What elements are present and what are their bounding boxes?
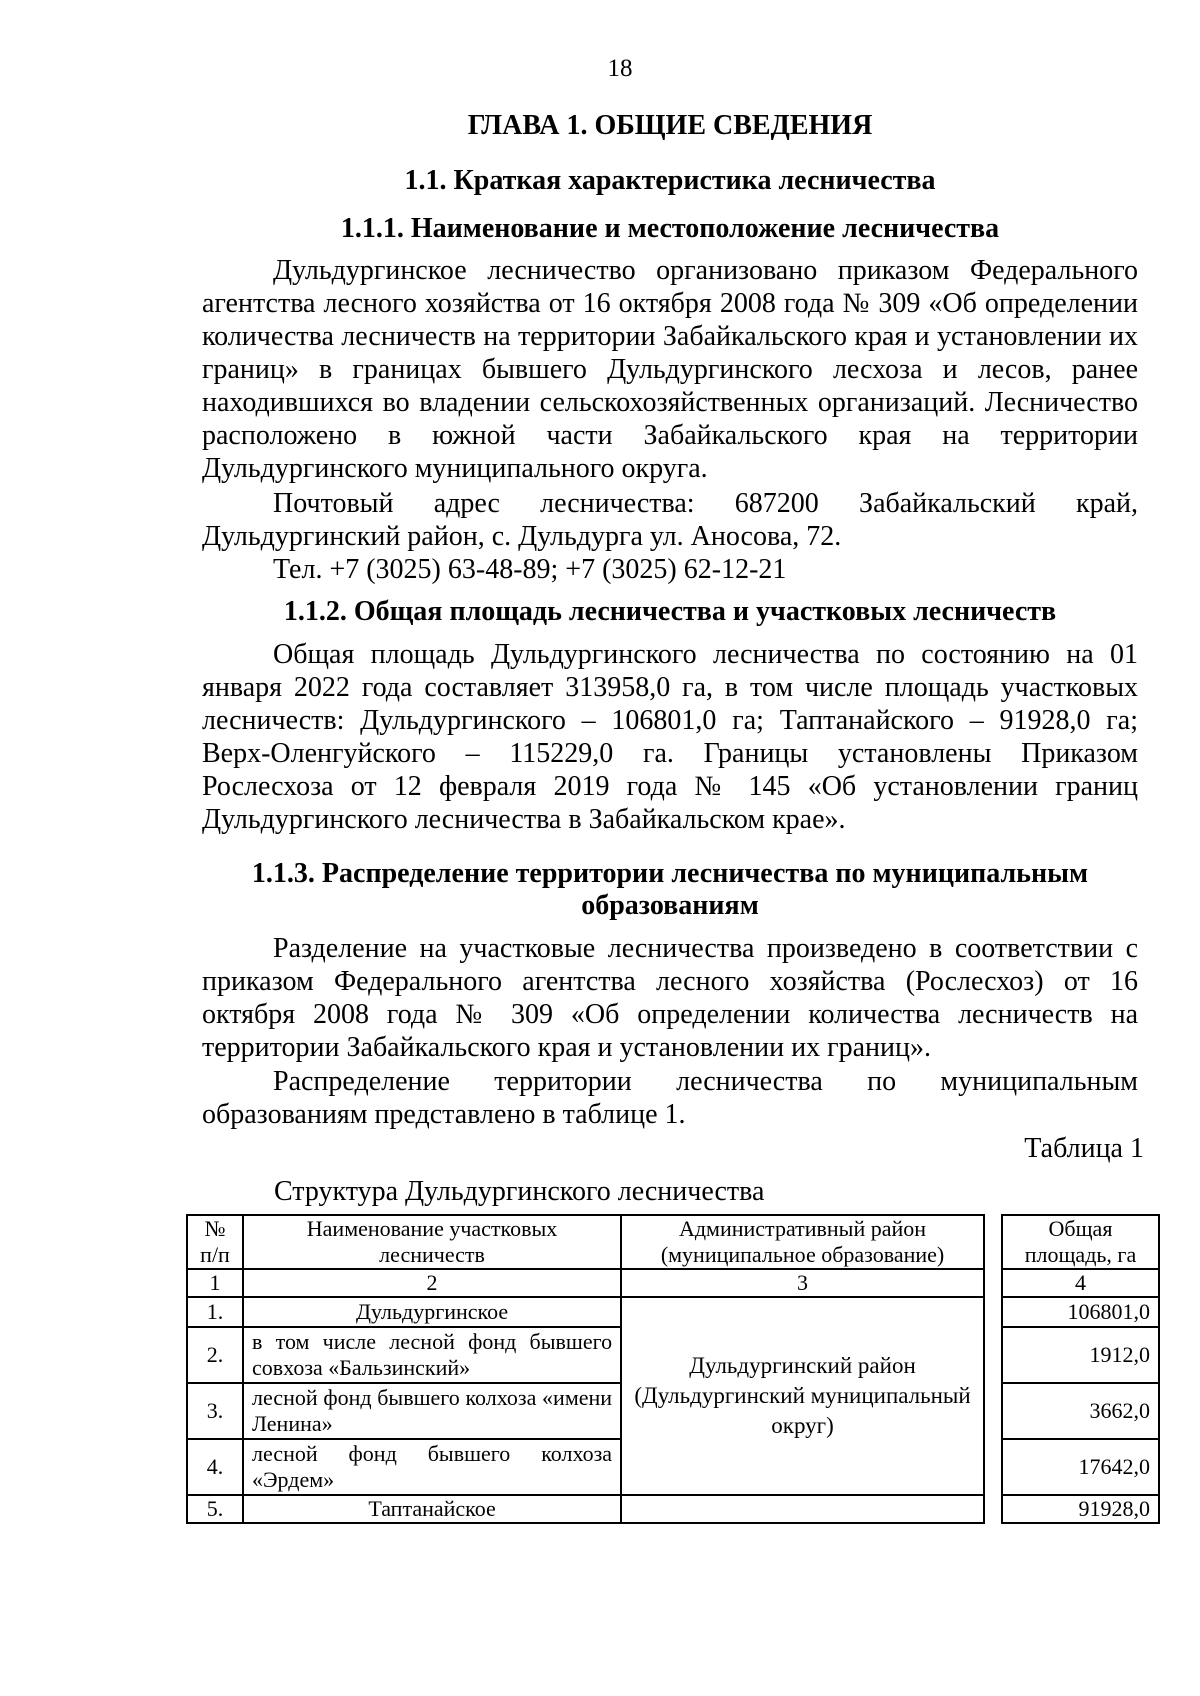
table-colnum-row: [187, 1269, 1159, 1297]
header-area: Общая площадь, га: [1002, 1215, 1159, 1269]
table-row: [187, 1495, 1159, 1523]
table-row: [187, 1297, 1159, 1327]
row-name: Таптанайское: [243, 1495, 621, 1523]
section-1-1-3-heading-line2: образованиям: [581, 890, 759, 921]
header-admin: Административный район (муниципальное образование): [621, 1215, 984, 1269]
row-num: 3.: [187, 1383, 243, 1439]
paragraph-phone: Тел. +7 (3025) 63-48-89; +7 (3025) 62-12-21: [273, 554, 787, 585]
admin-empty-cell: [621, 1495, 984, 1523]
chapter-title: ГЛАВА 1. ОБЩИЕ СВЕДЕНИЯ: [467, 110, 873, 141]
row-area: 91928,0: [1002, 1495, 1159, 1523]
column-gap: [984, 1269, 1002, 1297]
header-name: Наименование участковых лесничеств: [243, 1215, 621, 1269]
paragraph-division: Разделение на участковые лесничества произведено в соответствии с приказом Федерального агентства лесного хозяйства (Рослесхоз) от 16 октября 2008 года № 309 «Об определении количества лесничеств на территории Забайкальского края и установлении их границ».: [202, 933, 1138, 1063]
paragraph-location: Дульдургинское лесничество организовано приказом Федерального агентства лесного хозяйства от 16 октября 2008 года № 309 «Об определении количества лесничеств на территории Забайкальского края и установлении их границ» в границах бывшего Дульдургинского лесхоза и лесов, ранее находившихся во владении сельскохозяйственных организаций. Лесничество расположено в южной части Забайкальского края на территории Дульдургинского муниципального округа.: [202, 255, 1138, 484]
table-label: Таблица 1: [1024, 1133, 1144, 1164]
row-area: 1912,0: [1002, 1327, 1159, 1383]
row-area: 106801,0: [1002, 1297, 1159, 1327]
paragraph-area: Общая площадь Дульдургинского лесничества по состоянию на 01 января 2022 года составляет 313958,0 га, в том числе площадь участковых лесничеств: Дульдургинского – 106801,0 га; Таптанайского – 91928,0 га; Верх-Оленгуйского – 115229,0 га. Границы установлены Приказом Рослесхоза от 12 февраля 2019 года № 145 «Об установлении границ Дульдургинского лесничества в Забайкальском крае».: [202, 639, 1138, 835]
column-gap: [984, 1297, 1002, 1523]
row-name: лесной фонд бывшего колхоза «имени Ленина»: [243, 1383, 621, 1439]
colnum-cell: 1: [187, 1269, 243, 1297]
section-1-1-1-heading: 1.1.1. Наименование и местоположение лесничества: [340, 213, 1000, 244]
row-name: лесной фонд бывшего колхоза «Эрдем»: [243, 1439, 621, 1495]
row-name: Дульдургинское: [243, 1297, 621, 1327]
admin-district-merged: Дульдургинский район (Дульдургинский муниципальный округ): [621, 1297, 984, 1495]
row-name: в том числе лесной фонд бывшего совхоза «Бальзинский»: [243, 1327, 621, 1383]
page-number: 18: [607, 55, 633, 82]
row-num: 2.: [187, 1327, 243, 1383]
row-num: 5.: [187, 1495, 243, 1523]
column-gap: [984, 1215, 1002, 1269]
row-area: 3662,0: [1002, 1383, 1159, 1439]
colnum-cell: 3: [621, 1269, 984, 1297]
paragraph-address: Почтовый адрес лесничества: 687200 Забайкальский край, Дульдургинский район, с. Дульдурга ул. Аносова, 72.: [202, 488, 1138, 552]
colnum-cell: 4: [1002, 1269, 1159, 1297]
row-num: 1.: [187, 1297, 243, 1327]
table-header-row: [187, 1215, 1159, 1269]
row-num: 4.: [187, 1439, 243, 1495]
section-1-1-2-heading: 1.1.2. Общая площадь лесничества и участковых лесничеств: [283, 596, 1057, 627]
row-area: 17642,0: [1002, 1439, 1159, 1495]
paragraph-distribution: Распределение территории лесничества по муниципальным образованиям представлено в таблице 1.: [202, 1066, 1138, 1130]
section-1-1-3-heading-line1: 1.1.3. Распределение территории лесничества по муниципальным: [251, 858, 1089, 889]
colnum-cell: 2: [243, 1269, 621, 1297]
header-num: № п/п: [187, 1215, 243, 1269]
forestry-structure-table: [186, 1214, 1160, 1524]
table-caption: Структура Дульдургинского лесничества: [274, 1176, 765, 1207]
section-1-1-heading: 1.1. Краткая характеристика лесничества: [404, 165, 936, 196]
